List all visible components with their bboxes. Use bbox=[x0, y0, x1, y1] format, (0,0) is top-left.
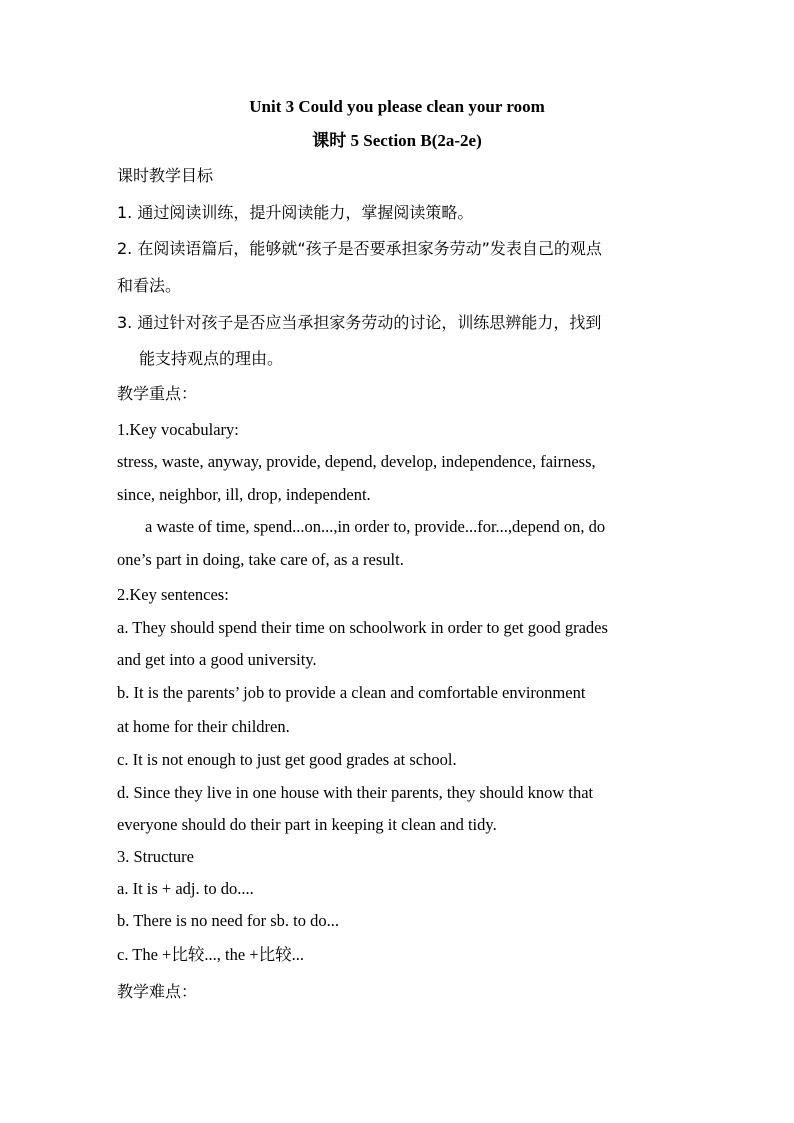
sentence-b-line-2: at home for their children. bbox=[117, 717, 290, 736]
sentence-a-line-2: and get into a good university. bbox=[117, 650, 317, 669]
sentence-a-line-1: a. They should spend their time on schoolwork in order to get good grades bbox=[117, 618, 608, 637]
objective-item-3: 3. 通过针对孩子是否应当承担家务劳动的讨论，训练思辨能力，找到 bbox=[117, 313, 602, 332]
vocabulary-line-2: since, neighbor, ill, drop, independent. bbox=[117, 485, 371, 504]
lesson-subtitle: 课时 5 Section B(2a-2e) bbox=[312, 131, 482, 150]
key-sentences-heading: 2.Key sentences: bbox=[117, 585, 229, 604]
sentence-c: c. It is not enough to just get good grades at school. bbox=[117, 750, 457, 769]
phrases-line-1: a waste of time, spend...on...,in order to, provide...for...,depend on, do bbox=[145, 517, 606, 536]
section-heading-objectives: 课时教学目标 bbox=[117, 166, 214, 185]
structure-a: a. It is + adj. to do.... bbox=[117, 879, 254, 898]
objective-item-2: 2. 在阅读语篇后，能够就“孩子是否要承担家务劳动”发表自己的观点 bbox=[117, 239, 602, 258]
phrases-line-2: one’s part in doing, take care of, as a result. bbox=[117, 550, 404, 569]
sentence-d-line-1: d. Since they live in one house with their parents, they should know that bbox=[117, 783, 594, 802]
structure-heading: 3. Structure bbox=[117, 847, 194, 866]
vocabulary-line-1: stress, waste, anyway, provide, depend, develop, independence, fairness, bbox=[117, 452, 596, 471]
sentence-b-line-1: b. It is the parents’ job to provide a clean and comfortable environment bbox=[117, 683, 586, 702]
document-title: Unit 3 Could you please clean your room bbox=[249, 97, 545, 116]
section-heading-key-points: 教学重点： bbox=[117, 384, 198, 403]
structure-c: c. The +比较..., the +比较... bbox=[117, 945, 304, 964]
structure-b: b. There is no need for sb. to do... bbox=[117, 911, 339, 930]
section-heading-difficulties: 教学难点： bbox=[117, 982, 198, 1001]
key-vocabulary-heading: 1.Key vocabulary: bbox=[117, 420, 239, 439]
objective-item-3-continued: 能支持观点的理由。 bbox=[139, 349, 284, 368]
objective-item-2-continued: 和看法。 bbox=[117, 276, 182, 295]
sentence-d-line-2: everyone should do their part in keeping it clean and tidy. bbox=[117, 815, 497, 834]
objective-item-1: 1. 通过阅读训练，提升阅读能力，掌握阅读策略。 bbox=[117, 203, 474, 222]
